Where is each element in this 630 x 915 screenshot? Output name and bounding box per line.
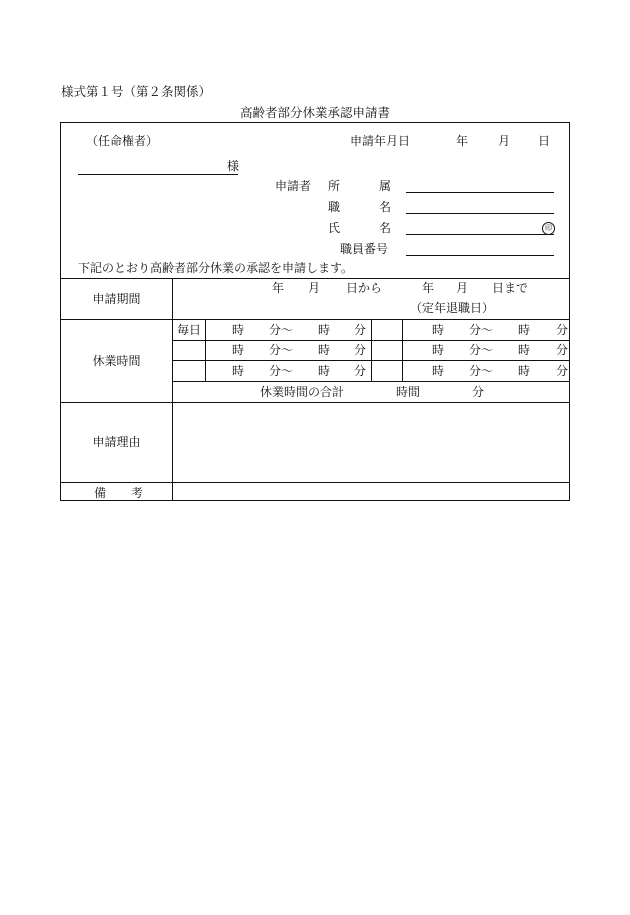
date-day: 日 xyxy=(538,134,551,148)
appointer-name-field[interactable] xyxy=(78,174,238,175)
row2-end-minute: 分 xyxy=(354,343,367,357)
name-label-b: 名 xyxy=(379,221,392,235)
seal-icon: 印 xyxy=(542,222,555,235)
row2-end-hour: 時 xyxy=(318,343,331,357)
divider xyxy=(61,319,569,320)
application-date-label: 申請年月日 xyxy=(350,134,411,148)
reason-field[interactable] xyxy=(173,403,569,482)
department-label-b: 属 xyxy=(379,179,392,193)
date-month: 月 xyxy=(498,134,511,148)
divider xyxy=(205,319,206,381)
staff-number-label: 職員番号 xyxy=(340,242,389,256)
retirement-note: （定年退職日） xyxy=(410,301,495,315)
row3-start-minute: 分～ xyxy=(269,364,294,378)
row1-end-hour: 時 xyxy=(318,323,331,337)
divider xyxy=(61,278,569,279)
row3-end-hour: 時 xyxy=(318,364,331,378)
row1-alt-start-minute: 分～ xyxy=(469,323,494,337)
row1-alt-end-hour: 時 xyxy=(518,323,531,337)
position-field[interactable] xyxy=(406,213,554,214)
total-label: 休業時間の合計 xyxy=(260,385,345,399)
period-end-month: 月 xyxy=(456,281,469,295)
row2-alt-end-hour: 時 xyxy=(518,343,531,357)
period-end-day: 日まで xyxy=(492,281,529,295)
row3-alt-end-minute: 分 xyxy=(556,364,569,378)
row3-end-minute: 分 xyxy=(354,364,367,378)
date-year: 年 xyxy=(456,134,469,148)
department-field[interactable] xyxy=(406,192,554,193)
row1-alt-start-hour: 時 xyxy=(432,323,445,337)
period-start-month: 月 xyxy=(308,281,321,295)
row2-alt-start-minute: 分～ xyxy=(469,343,494,357)
period-end-year: 年 xyxy=(422,281,435,295)
row3-alt-start-minute: 分～ xyxy=(469,364,494,378)
application-form xyxy=(60,122,570,501)
total-minutes: 分 xyxy=(472,385,485,399)
remarks-label-a: 備 xyxy=(94,486,107,500)
row1-start-hour: 時 xyxy=(232,323,245,337)
row2-start-minute: 分～ xyxy=(269,343,294,357)
applicant-label: 申請者 xyxy=(275,179,312,193)
row3-alt-end-hour: 時 xyxy=(518,364,531,378)
period-start-day: 日から xyxy=(346,281,383,295)
row2-alt-end-minute: 分 xyxy=(556,343,569,357)
name-label-a: 氏 xyxy=(328,221,341,235)
reason-label: 申請理由 xyxy=(92,435,141,449)
row3-start-hour: 時 xyxy=(232,364,245,378)
row2-alt-start-hour: 時 xyxy=(432,343,445,357)
row3-alt-start-hour: 時 xyxy=(432,364,445,378)
period-start-year: 年 xyxy=(272,281,285,295)
staff-number-field[interactable] xyxy=(406,255,554,256)
honorific: 様 xyxy=(227,159,240,173)
form-number: 様式第１号（第２条関係） xyxy=(61,84,212,99)
remarks-label-b: 考 xyxy=(131,486,144,500)
position-label-a: 職 xyxy=(328,200,341,214)
appointer-label: （任命権者） xyxy=(86,134,159,148)
row2-start-hour: 時 xyxy=(232,343,245,357)
divider xyxy=(173,381,569,382)
application-statement: 下記のとおり高齢者部分休業の承認を申請します。 xyxy=(78,261,354,275)
department-label-a: 所 xyxy=(328,179,341,193)
row1-alt-end-minute: 分 xyxy=(556,323,569,337)
period-label: 申請期間 xyxy=(92,292,141,306)
row1-end-minute: 分 xyxy=(354,323,367,337)
form-title: 高齢者部分休業承認申請書 xyxy=(239,105,390,120)
leave-time-label: 休業時間 xyxy=(92,354,141,368)
divider xyxy=(402,319,403,381)
total-hours: 時間 xyxy=(396,385,421,399)
row1-start-minute: 分～ xyxy=(269,323,294,337)
position-label-b: 名 xyxy=(379,200,392,214)
name-field[interactable] xyxy=(406,234,554,235)
divider xyxy=(371,319,372,381)
daily-label: 毎日 xyxy=(177,323,202,337)
remarks-field[interactable] xyxy=(173,483,569,500)
